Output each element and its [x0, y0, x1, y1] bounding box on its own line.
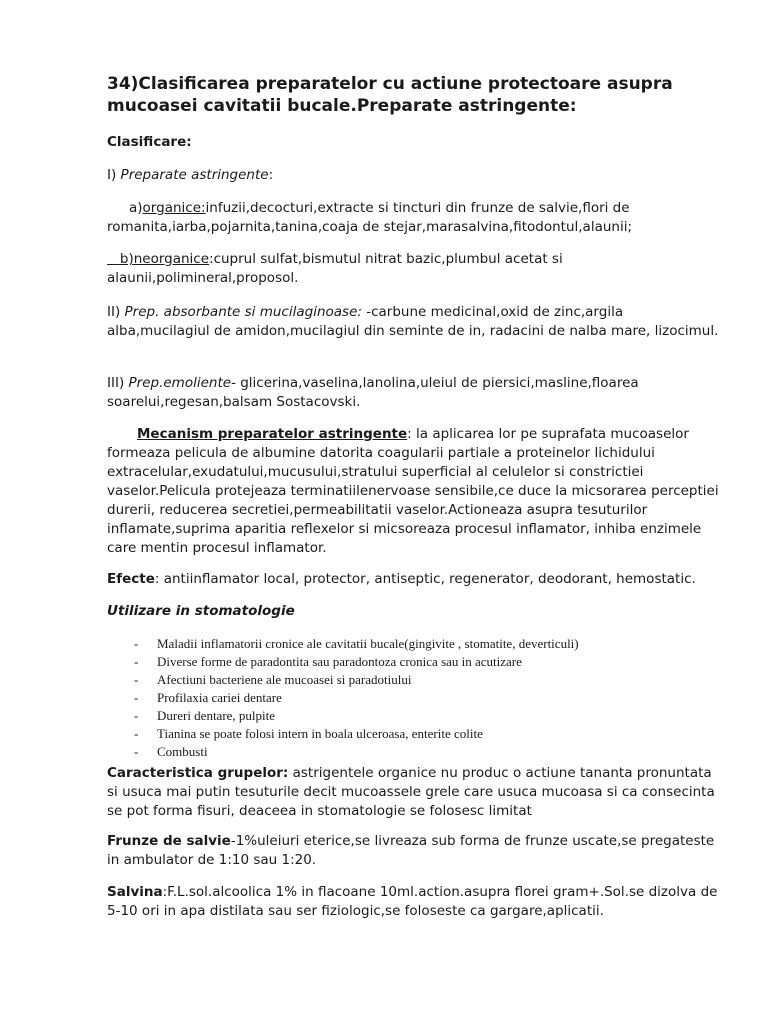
- mecanism-paragraph: [107, 425, 721, 558]
- efecte-text: : antiinflamator local, protector, antiseptic, regenerator, deodorant, hemostatic.: [154, 571, 696, 587]
- list-item: - Tianina se poate folosi intern in boala ulceroasa, enterite colite: [134, 725, 694, 743]
- mecanism-label: Mecanism preparatelor astringente: [137, 426, 408, 442]
- list-item: - Profilaxia cariei dentare: [134, 689, 694, 707]
- group3-text: - glicerina,vaselina,lanolina,uleiul de piersici,masline,floarea soarelui,regesan,balsam Sostacovski.: [107, 375, 639, 410]
- list-item: - Diverse forme de paradontita sau paradontoza cronica sau in acutizare: [134, 653, 694, 671]
- organice-prefix: a): [129, 200, 143, 216]
- group3-name: Prep.emoliente: [128, 375, 232, 391]
- neorganice-term: b)neorganice: [119, 251, 210, 267]
- group1-line: [107, 166, 721, 185]
- caracteristica-text: astrigentele organice nu produc o actiune tananta pronuntata si usuca mai putin tesuturile decit mucoassele grele care usuca mucoasa si ca consecinta se pot forma fisuri, deaceea in stomatologie se folosesc limitat: [107, 765, 715, 819]
- group3-number: III): [107, 375, 129, 391]
- document-title: 34)Clasificarea preparatelor cu actiune protectoare asupra mucoasei cavitatii bucale.Preparate astringente:: [107, 74, 673, 116]
- frunze-label: Frunze de salvie: [107, 833, 231, 849]
- group2-text: -carbune medicinal,oxid de zinc,argila alba,mucilagiul de amidon,mucilagiul din seminte de in, radacini de nalba mare, lizocimul.: [107, 304, 719, 339]
- group2-paragraph: [107, 303, 721, 341]
- neorganice-text: :cuprul sulfat,bismutul nitrat bazic,plumbul acetat si alaunii,polimineral,proposol.: [107, 251, 563, 286]
- caracteristica-label: Caracteristica grupelor:: [107, 765, 289, 781]
- efecte-label: Efecte: [107, 571, 155, 587]
- caracteristica-paragraph: [107, 764, 721, 821]
- efecte-paragraph: [107, 570, 721, 589]
- frunze-paragraph: [107, 832, 721, 870]
- organice-term: organice:: [142, 200, 206, 216]
- neorganice-paragraph: [107, 250, 721, 288]
- group1-number: I): [107, 167, 121, 183]
- frunze-text: -1%uleiuri eterice,se livreaza sub forma de frunze uscate,se pregateste in ambulator de 1:10 sau 1:20.: [107, 833, 715, 868]
- group3-paragraph: [107, 374, 721, 412]
- organice-text: infuzii,decocturi,extracte si tincturi din frunze de salvie,flori de romanita,iarba,pojarnita,tanina,coaja de stejar,marasalvina,fitodontul,alaunii;: [107, 200, 633, 235]
- group1-name: Preparate astringente: [120, 167, 269, 183]
- organice-paragraph: [107, 199, 721, 237]
- list-item: - Afectiuni bacteriene ale mucoasei si paradotiului: [134, 671, 694, 689]
- utilizare-list: [134, 635, 694, 761]
- salvina-paragraph: [107, 883, 721, 921]
- group2-number: II): [107, 304, 125, 320]
- salvina-text: :F.L.sol.alcoolica 1% in flacoane 10ml.action.asupra florei gram+.Sol.se dizolva de 5-10 ori in apa distilata sau ser fiziologic,se foloseste ca gargare,aplicatii.: [107, 884, 718, 919]
- salvina-label: Salvina: [107, 884, 163, 900]
- list-item: - Combusti: [134, 743, 694, 761]
- neorganice-lead: [107, 251, 120, 267]
- clasificare-heading: Clasificare:: [107, 134, 192, 150]
- mecanism-text: : la aplicarea lor pe suprafata mucoaselor formeaza pelicula de albumine datorita coagularii partiale a proteinelor lichidului extracelular,exudatului,mucusului,stratului superficial al celulelor si constrictiei vaselor.Pelicula protejeaza terminatiilenervoase sensibile,ce duce la micsorarea perceptiei durerii, reducerea secretiei,permeabilitatii vaselor.Actioneaza asupra tesuturilor inflamate,suprima aparitia reflexelor si micsoreaza procesul inflamator, inhiba enzimele care mentin procesul inflamator.: [107, 426, 719, 556]
- group1-tail: :: [268, 167, 274, 183]
- group2-name: Prep. absorbante si mucilaginoase:: [124, 304, 362, 320]
- list-item: - Dureri dentare, pulpite: [134, 707, 694, 725]
- utilizare-heading: Utilizare in stomatologie: [107, 603, 295, 619]
- list-item: - Maladii inflamatorii cronice ale cavitatii bucale(gingivite , stomatite, deverticuli): [134, 635, 694, 653]
